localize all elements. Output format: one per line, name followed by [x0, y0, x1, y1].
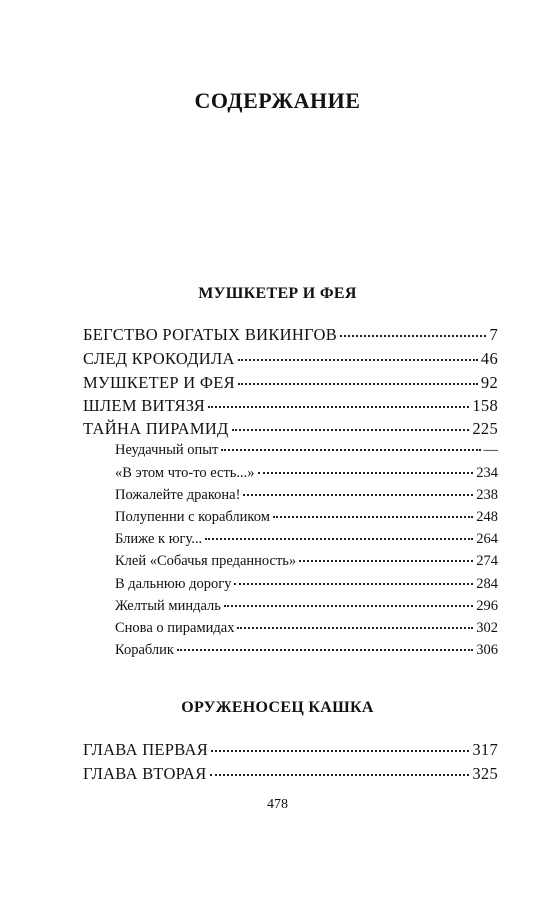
page-number: 478 [267, 797, 288, 812]
toc-subentry: «В этом что-то есть...» 234 [115, 465, 498, 481]
dot-leader [177, 649, 473, 651]
dot-leader [210, 774, 470, 776]
dot-leader [238, 383, 478, 385]
toc-entry: ГЛАВА ВТОРАЯ 325 [83, 764, 498, 783]
toc-subentry: Снова о пирамидах 302 [115, 620, 498, 636]
toc-entry: БЕГСТВО РОГАТЫХ ВИКИНГОВ 7 [83, 325, 498, 344]
dot-leader [221, 449, 480, 451]
toc-entry: МУШКЕТЕР И ФЕЯ 92 [83, 373, 498, 392]
section-heading-musketeer: МУШКЕТЕР И ФЕЯ [198, 285, 357, 302]
dot-leader [237, 627, 473, 629]
toc-entry: СЛЕД КРОКОДИЛА 46 [83, 349, 498, 368]
dot-leader [234, 583, 473, 585]
dot-leader [340, 335, 486, 337]
toc-subentry: Ближе к югу... 264 [115, 531, 498, 547]
toc-subentry: Неудачный опыт — [115, 442, 498, 458]
section-heading-kashka: ОРУЖЕНОСЕЦ КАШКА [181, 699, 374, 716]
dot-leader [299, 560, 473, 562]
toc-subentry: Пожалейте дракона! 238 [115, 487, 498, 503]
dot-leader [224, 605, 473, 607]
toc-subentry: Кораблик 306 [115, 642, 498, 658]
dot-leader [238, 359, 478, 361]
dot-leader [208, 406, 469, 408]
dot-leader [258, 472, 474, 474]
toc-subentry: В дальнюю дорогу 284 [115, 576, 498, 592]
dot-leader [211, 750, 469, 752]
toc-entry: ШЛЕМ ВИТЯЗЯ 158 [83, 396, 498, 415]
toc-subentry: Полупенни с корабликом 248 [115, 509, 498, 525]
toc-entry: ГЛАВА ПЕРВАЯ 317 [83, 740, 498, 759]
dot-leader [232, 429, 470, 431]
dot-leader [273, 516, 473, 518]
dot-leader [205, 538, 473, 540]
dot-leader [243, 494, 473, 496]
toc-subentry: Клей «Собачья преданность» 274 [115, 553, 498, 569]
toc-subentry: Желтый миндаль 296 [115, 598, 498, 614]
toc-entry: ТАЙНА ПИРАМИД 225 [83, 419, 498, 438]
page-title: СОДЕРЖАНИЕ [194, 88, 361, 113]
